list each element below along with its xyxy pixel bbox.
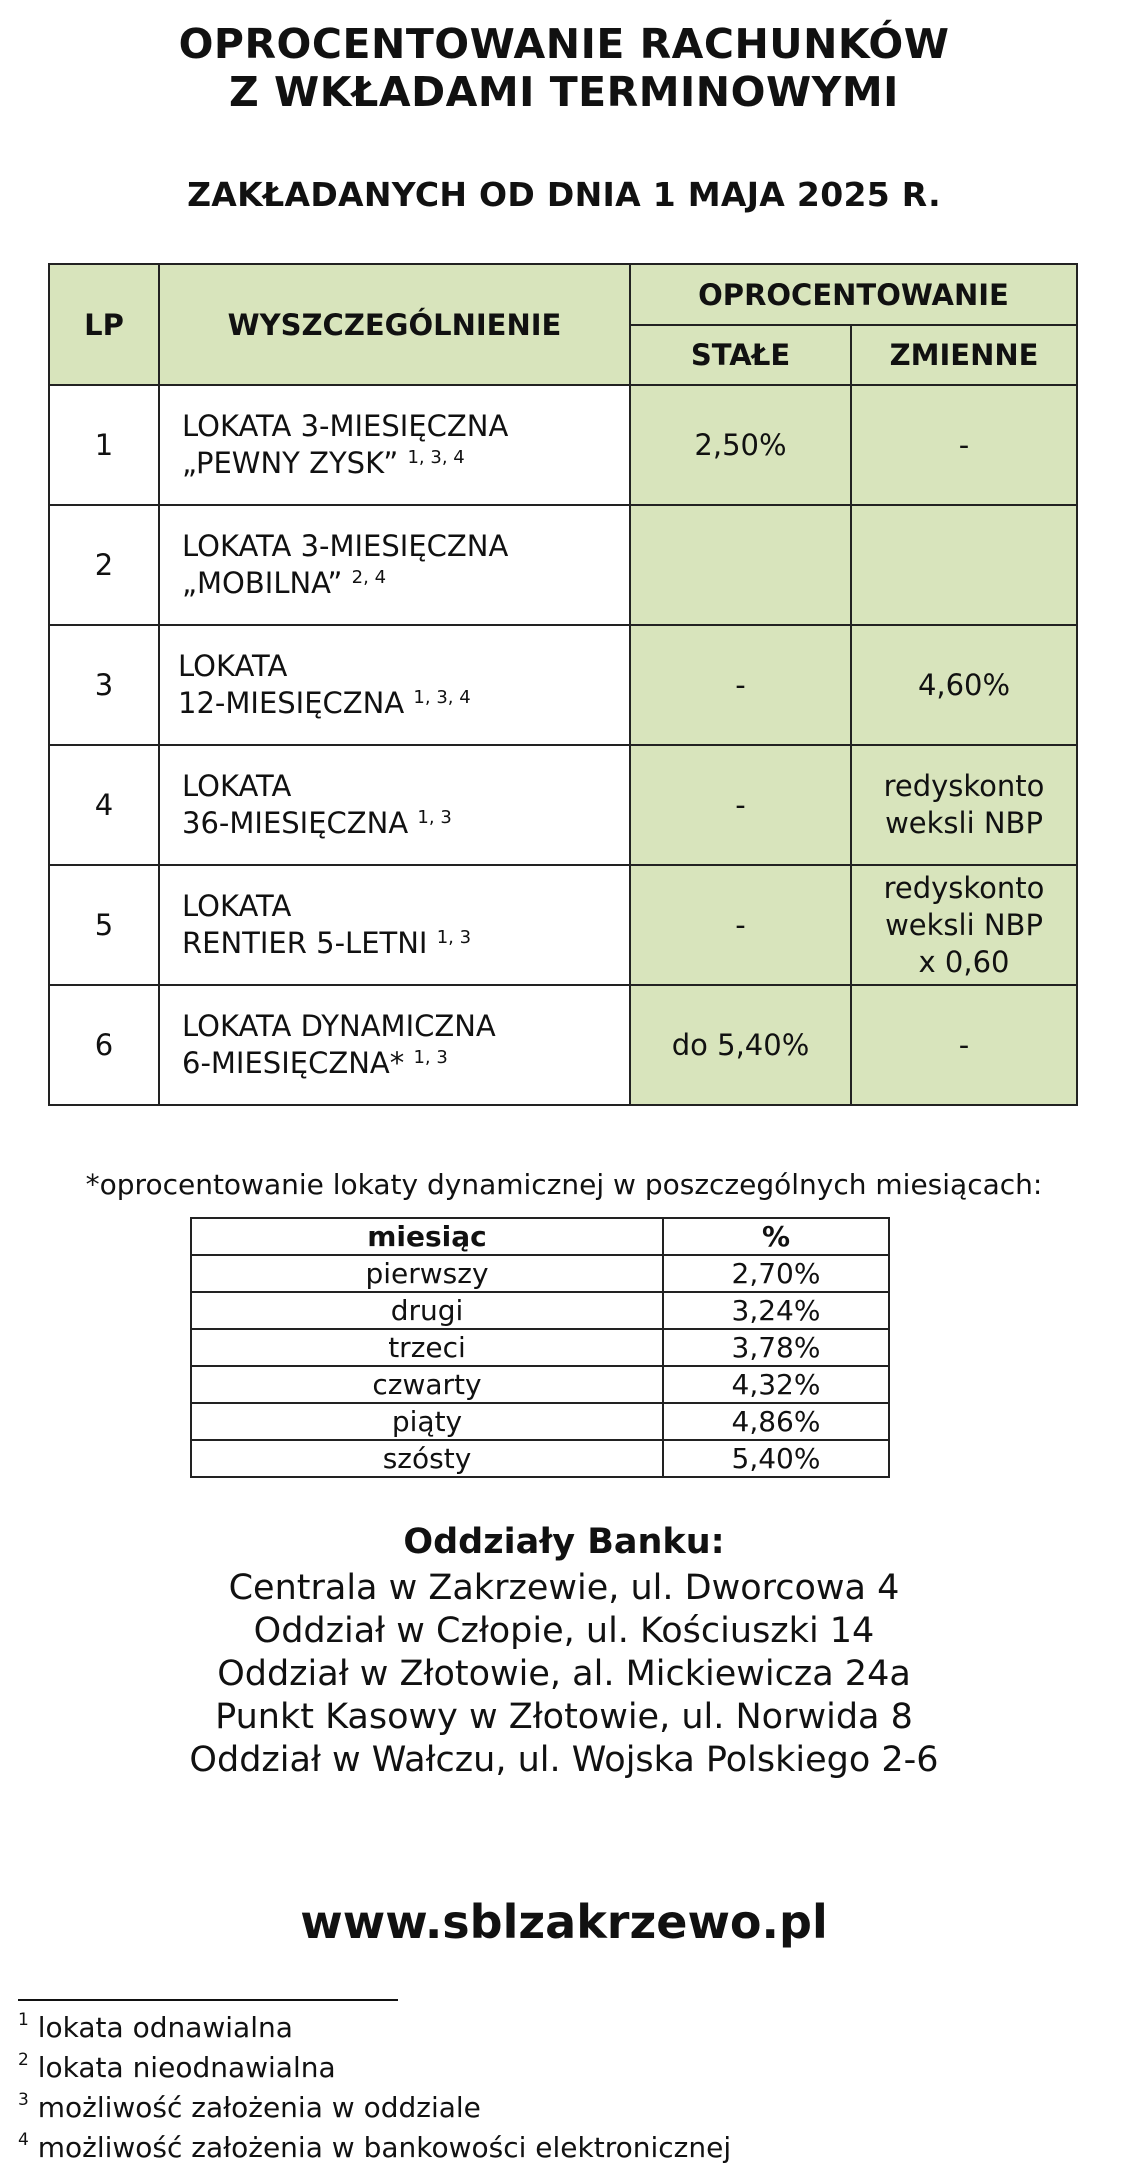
footnote-item bbox=[18, 2008, 731, 2048]
row-number: 2 bbox=[49, 505, 159, 625]
column-header-name: WYSZCZEGÓLNIENIE bbox=[159, 264, 630, 385]
footnote-item bbox=[18, 2128, 731, 2168]
footnote-number: 2 bbox=[18, 2050, 29, 2070]
variable-rate: 4,60% bbox=[851, 625, 1077, 745]
column-header-fixed: STAŁE bbox=[630, 325, 851, 385]
monthly-rates-table bbox=[190, 1217, 890, 1478]
branch-address: Punkt Kasowy w Złotowie, ul. Norwida 8 bbox=[215, 1697, 913, 1737]
page-title-line1: OPROCENTOWANIE RACHUNKÓW bbox=[178, 20, 950, 68]
interest-rate-table bbox=[48, 263, 1078, 1106]
column-header-percent: % bbox=[663, 1218, 889, 1255]
table-row bbox=[49, 625, 1077, 745]
month-name: piąty bbox=[191, 1403, 663, 1440]
footnote-text: lokata nieodnawialna bbox=[37, 2051, 336, 2084]
footnote-text: lokata odnawialna bbox=[37, 2011, 293, 2044]
table-row bbox=[191, 1292, 889, 1329]
variable-rate: - bbox=[851, 385, 1077, 505]
footnote-item bbox=[18, 2088, 731, 2128]
table-row bbox=[191, 1366, 889, 1403]
dynamic-deposit-note: *oprocentowanie lokaty dynamicznej w poszczególnych miesiącach: bbox=[85, 1168, 1043, 1201]
row-number: 3 bbox=[49, 625, 159, 745]
column-header-rate: OPROCENTOWANIE bbox=[630, 264, 1077, 325]
branches-list bbox=[0, 1567, 1128, 1782]
table-row bbox=[191, 1440, 889, 1477]
table-row bbox=[49, 985, 1077, 1105]
variable-rate-line2: weksli NBP bbox=[885, 907, 1043, 942]
footnote-refs: 1, 3 bbox=[417, 807, 452, 828]
footnote-number: 3 bbox=[18, 2090, 29, 2110]
footnote-number: 1 bbox=[18, 2010, 29, 2030]
variable-rate-line3: x 0,60 bbox=[918, 944, 1010, 979]
branch-address: Centrala w Zakrzewie, ul. Dworcowa 4 bbox=[228, 1568, 900, 1608]
fixed-rate: do 5,40% bbox=[630, 985, 851, 1105]
deposit-name bbox=[159, 985, 630, 1105]
footnote-text: możliwość założenia w bankowości elektronicznej bbox=[37, 2131, 732, 2164]
month-percent: 5,40% bbox=[663, 1440, 889, 1477]
column-header-variable: ZMIENNE bbox=[851, 325, 1077, 385]
variable-rate-line2: weksli NBP bbox=[885, 806, 1043, 840]
row-number: 4 bbox=[49, 745, 159, 865]
month-name: pierwszy bbox=[191, 1255, 663, 1292]
page-subtitle: ZAKŁADANYCH OD DNIA 1 MAJA 2025 R. bbox=[187, 175, 941, 214]
table-row bbox=[49, 385, 1077, 505]
deposit-name-line2: „MOBILNA” bbox=[182, 566, 343, 600]
fixed-rate: - bbox=[630, 745, 851, 865]
month-name: drugi bbox=[191, 1292, 663, 1329]
footnote-item bbox=[18, 2048, 731, 2088]
footnote-refs: 1, 3 bbox=[413, 1047, 448, 1068]
deposit-name bbox=[159, 625, 630, 745]
footnote-refs: 1, 3, 4 bbox=[407, 447, 465, 468]
variable-rate bbox=[851, 865, 1077, 985]
deposit-name-line1: LOKATA bbox=[182, 889, 292, 923]
deposit-name bbox=[159, 865, 630, 985]
variable-rate: - bbox=[851, 985, 1077, 1105]
month-percent: 4,32% bbox=[663, 1366, 889, 1403]
deposit-name-line2: 12-MIESIĘCZNA bbox=[178, 686, 405, 720]
deposit-name-line2: 6-MIESIĘCZNA* bbox=[182, 1046, 405, 1080]
deposit-name-line2: RENTIER 5-LETNI bbox=[182, 926, 428, 960]
month-percent: 4,86% bbox=[663, 1403, 889, 1440]
footnotes bbox=[18, 2008, 731, 2168]
website-url: www.sblzakrzewo.pl bbox=[300, 1895, 828, 1949]
variable-rate-line1: redyskonto bbox=[883, 769, 1045, 803]
branch-address: Oddział w Złotowie, al. Mickiewicza 24a bbox=[217, 1654, 911, 1694]
footnote-number: 4 bbox=[18, 2130, 29, 2150]
fixed-rate bbox=[630, 505, 851, 625]
deposit-name-line1: LOKATA 3-MIESIĘCZNA bbox=[182, 529, 509, 563]
table-row bbox=[49, 745, 1077, 865]
month-name: szósty bbox=[191, 1440, 663, 1477]
table-row bbox=[49, 505, 1077, 625]
deposit-name-line1: LOKATA 3-MIESIĘCZNA bbox=[182, 409, 509, 443]
footnote-refs: 1, 3, 4 bbox=[413, 687, 471, 708]
deposit-name-line1: LOKATA bbox=[178, 649, 288, 683]
table-row bbox=[191, 1329, 889, 1366]
table-row bbox=[191, 1255, 889, 1292]
deposit-name-line2: „PEWNY ZYSK” bbox=[182, 446, 399, 480]
branch-address: Oddział w Wałczu, ul. Wojska Polskiego 2-6 bbox=[189, 1740, 939, 1780]
fixed-rate: - bbox=[630, 625, 851, 745]
month-name: trzeci bbox=[191, 1329, 663, 1366]
row-number: 5 bbox=[49, 865, 159, 985]
deposit-name-line2: 36-MIESIĘCZNA bbox=[182, 806, 409, 840]
branch-address: Oddział w Człopie, ul. Kościuszki 14 bbox=[253, 1611, 875, 1651]
month-percent: 3,78% bbox=[663, 1329, 889, 1366]
deposit-name-line1: LOKATA bbox=[182, 769, 292, 803]
row-number: 6 bbox=[49, 985, 159, 1105]
variable-rate-line1: redyskonto bbox=[883, 870, 1045, 905]
footnote-divider bbox=[18, 1999, 398, 2001]
month-percent: 2,70% bbox=[663, 1255, 889, 1292]
page-title-line2: Z WKŁADAMI TERMINOWYMI bbox=[229, 68, 899, 116]
variable-rate bbox=[851, 745, 1077, 865]
deposit-name-line1: LOKATA DYNAMICZNA bbox=[182, 1009, 496, 1043]
month-percent: 3,24% bbox=[663, 1292, 889, 1329]
column-header-month: miesiąc bbox=[191, 1218, 663, 1255]
month-name: czwarty bbox=[191, 1366, 663, 1403]
column-header-lp: LP bbox=[49, 264, 159, 385]
footnote-refs: 1, 3 bbox=[436, 927, 472, 948]
table-row bbox=[49, 865, 1077, 985]
table-row bbox=[191, 1403, 889, 1440]
footnote-text: możliwość założenia w oddziale bbox=[37, 2091, 481, 2124]
footnote-refs: 2, 4 bbox=[351, 567, 387, 588]
deposit-name bbox=[159, 385, 630, 505]
row-number: 1 bbox=[49, 385, 159, 505]
deposit-name bbox=[159, 745, 630, 865]
deposit-name bbox=[159, 505, 630, 625]
fixed-rate: 2,50% bbox=[630, 385, 851, 505]
fixed-rate: - bbox=[630, 865, 851, 985]
branches-heading: Oddziały Banku: bbox=[403, 1522, 725, 1562]
variable-rate bbox=[851, 505, 1077, 625]
